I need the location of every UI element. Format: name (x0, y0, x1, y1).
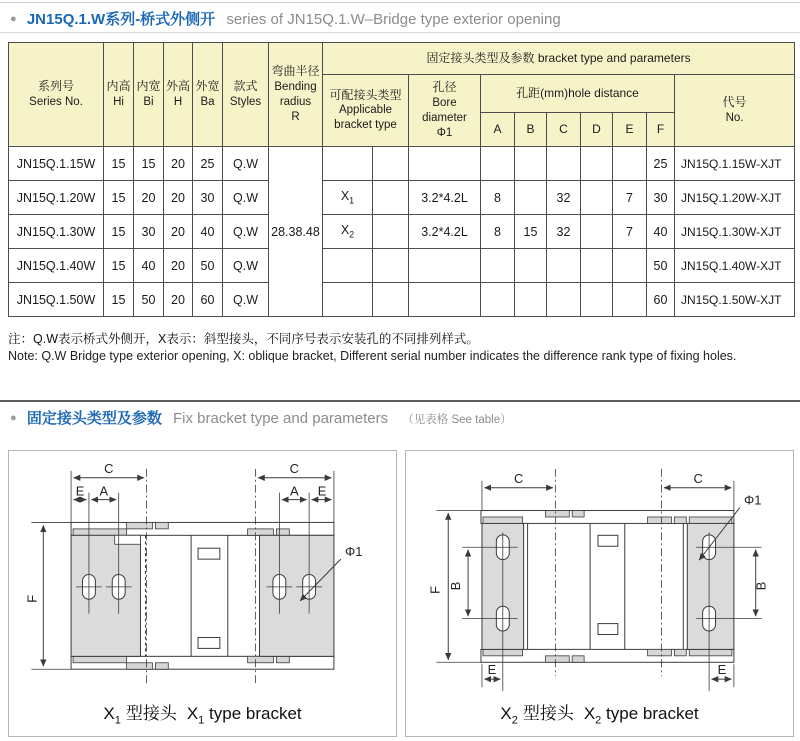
cell-e (613, 283, 647, 317)
dim-label-f: F (24, 594, 40, 603)
cell-h: 20 (164, 249, 193, 283)
x1-bracket-diagram (9, 453, 396, 696)
cell-style: Q.W (223, 181, 269, 215)
cell-series: JN15Q.1.40W (9, 249, 104, 283)
cell-code: JN15Q.1.20W-XJT (675, 181, 795, 215)
cell-b (515, 147, 547, 181)
cell-h: 20 (164, 215, 193, 249)
x2-bracket-diagram (406, 453, 793, 696)
cell-bracket-type-2 (373, 181, 409, 215)
spec-row (9, 181, 795, 215)
cell-code: JN15Q.1.50W-XJT (675, 283, 795, 317)
group-header-bracket: 固定接头类型及参数 bracket type and parameters (323, 43, 795, 75)
cell-bi: 15 (134, 147, 164, 181)
cell-a (481, 147, 515, 181)
col-header-bi: 内宽 Bi (134, 43, 164, 147)
cell-c: 32 (547, 215, 581, 249)
col-header-ba: 外宽 Ba (193, 43, 223, 147)
dim-label-c: C (514, 470, 524, 486)
x2-diagram-panel (405, 450, 794, 737)
cell-c (547, 249, 581, 283)
cell-a: 8 (481, 181, 515, 215)
dim-label-e: E (75, 483, 85, 499)
dim-label-phi1: Φ1 (345, 544, 363, 560)
cell-bracket-type-2 (373, 283, 409, 317)
cell-b (515, 181, 547, 215)
cell-bracket-type (323, 147, 373, 181)
x2-caption: $X_2$ 型接头 $X_2$ type bracket (500, 703, 699, 726)
cell-e: 7 (613, 181, 647, 215)
spec-row (9, 147, 795, 181)
section2-see-table: （见表格 See table） (402, 414, 512, 426)
cell-a (481, 249, 515, 283)
cell-c (547, 283, 581, 317)
section2-title-zh: 固定接头类型及参数 (26, 410, 162, 427)
col-header-hole-distance: 孔距(mm)hole distance (481, 75, 675, 113)
dim-label-a: A (99, 483, 109, 499)
cell-bracket-type-2 (373, 147, 409, 181)
col-header-applicable-bracket: 可配接头类型 Applicable bracket type (323, 75, 409, 147)
header-row-group (9, 43, 795, 75)
cell-style: Q.W (223, 215, 269, 249)
cell-code: JN15Q.1.15W-XJT (675, 147, 795, 181)
cell-a: 8 (481, 215, 515, 249)
cell-series: JN15Q.1.15W (9, 147, 104, 181)
cell-bracket-type (323, 283, 373, 317)
cell-h: 20 (164, 147, 193, 181)
col-header-bore-diameter: 孔径 Bore diameter Φ1 (409, 75, 481, 147)
spec-row (9, 283, 795, 317)
cell-ba: 60 (193, 283, 223, 317)
cell-ba: 40 (193, 215, 223, 249)
cell-series: JN15Q.1.50W (9, 283, 104, 317)
dim-label-b: B (448, 581, 464, 591)
cell-style: Q.W (223, 249, 269, 283)
cell-f: 60 (647, 283, 675, 317)
cell-bending-radius: 28.38.48 (269, 147, 323, 317)
dim-label-c: C (289, 460, 299, 476)
spec-row (9, 215, 795, 249)
cell-hi: 15 (104, 283, 134, 317)
x1-caption: $X_1$ 型接头 $X_1$ type bracket (103, 703, 302, 726)
bullet-icon: ● (10, 412, 17, 424)
cell-bracket-type: $X_1$ (323, 181, 373, 215)
col-header-series: 系列号 Series No. (9, 43, 104, 147)
cell-ba: 25 (193, 147, 223, 181)
cell-a (481, 283, 515, 317)
cell-h: 20 (164, 181, 193, 215)
col-header-hi: 内高 Hi (104, 43, 134, 147)
cell-d (581, 283, 613, 317)
section2-title (10, 407, 512, 428)
cell-style: Q.W (223, 283, 269, 317)
dim-label-c: C (693, 470, 703, 486)
section-divider (0, 400, 800, 402)
cell-b (515, 283, 547, 317)
cell-ba: 30 (193, 181, 223, 215)
cell-f: 30 (647, 181, 675, 215)
cell-b (515, 249, 547, 283)
cell-f: 50 (647, 249, 675, 283)
cell-d (581, 215, 613, 249)
cell-bracket-type-2 (373, 249, 409, 283)
col-header-h: 外高 H (164, 43, 193, 147)
cell-e (613, 249, 647, 283)
dim-label-b: B (753, 581, 769, 591)
cell-h: 20 (164, 283, 193, 317)
cell-c: 32 (547, 181, 581, 215)
dim-label-a: A (289, 483, 299, 499)
cell-series: JN15Q.1.20W (9, 181, 104, 215)
dim-label-phi1: Φ1 (744, 492, 762, 508)
cell-bore (409, 283, 481, 317)
cell-bore (409, 147, 481, 181)
dim-label-f: F (427, 585, 443, 594)
col-header-code: 代号 No. (675, 75, 795, 147)
col-header-d: D (581, 113, 613, 147)
note-zh: 注：Q.W表示桥式外侧开，X表示：斜型接头，不同序号表示安装孔的不同排列样式。 (8, 332, 479, 346)
section1-title (10, 8, 561, 29)
spec-table (8, 42, 795, 317)
section1-title-zh: JN15Q.1.W系列-桥式外侧开 (26, 11, 216, 28)
dim-label-e: E (317, 483, 327, 499)
cell-hi: 15 (104, 147, 134, 181)
cell-style: Q.W (223, 147, 269, 181)
cell-e (613, 147, 647, 181)
cell-hi: 15 (104, 181, 134, 215)
cell-e: 7 (613, 215, 647, 249)
col-header-c: C (547, 113, 581, 147)
cell-d (581, 249, 613, 283)
cell-ba: 50 (193, 249, 223, 283)
top-rule (0, 2, 800, 3)
col-header-a: A (481, 113, 515, 147)
col-header-e: E (613, 113, 647, 147)
cell-bi: 40 (134, 249, 164, 283)
x1-diagram-panel (8, 450, 397, 737)
cell-code: JN15Q.1.40W-XJT (675, 249, 795, 283)
cell-hi: 15 (104, 249, 134, 283)
cell-c (547, 147, 581, 181)
cell-d (581, 147, 613, 181)
cell-bi: 30 (134, 215, 164, 249)
col-header-f: F (647, 113, 675, 147)
dim-label-e: E (717, 662, 727, 678)
dim-label-c: C (104, 460, 114, 476)
cell-f: 40 (647, 215, 675, 249)
spec-row (9, 249, 795, 283)
cell-b: 15 (515, 215, 547, 249)
cell-bi: 50 (134, 283, 164, 317)
note-en: Note: Q.W Bridge type exterior opening, X: oblique bracket, Different serial number indicates the difference rank type of fixing holes. (8, 349, 737, 363)
cell-hi: 15 (104, 215, 134, 249)
bullet-icon: ● (10, 13, 17, 25)
cell-bi: 20 (134, 181, 164, 215)
cell-code: JN15Q.1.30W-XJT (675, 215, 795, 249)
cell-bore: 3.2*4.2L (409, 215, 481, 249)
cell-bracket-type: $X_2$ (323, 215, 373, 249)
section2-title-en: Fix bracket type and parameters (173, 410, 389, 427)
cell-bore (409, 249, 481, 283)
section1-title-en: series of JN15Q.1.W–Bridge type exterior opening (226, 11, 561, 28)
cell-series: JN15Q.1.30W (9, 215, 104, 249)
cell-d (581, 181, 613, 215)
cell-f: 25 (647, 147, 675, 181)
col-header-b: B (515, 113, 547, 147)
col-header-bending-radius: 弯曲半径 Bending radius R (269, 43, 323, 147)
cell-bracket-type (323, 249, 373, 283)
dim-label-e: E (487, 662, 497, 678)
cell-bore: 3.2*4.2L (409, 181, 481, 215)
title-underline (0, 32, 800, 33)
col-header-styles: 款式 Styles (223, 43, 269, 147)
cell-bracket-type-2 (373, 215, 409, 249)
